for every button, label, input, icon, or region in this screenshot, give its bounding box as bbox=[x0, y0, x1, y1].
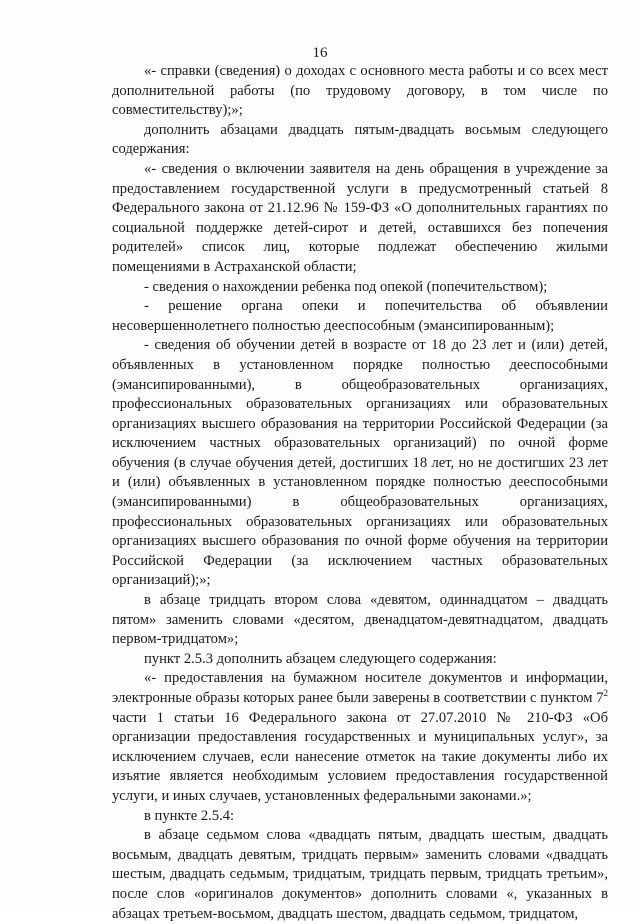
paragraph-guardianship-info: - сведения о нахождении ребенка под опекой (попечительством); bbox=[144, 278, 548, 295]
paragraph-clause-2-5-4: в пункте 2.5.4: bbox=[144, 807, 235, 824]
paragraph-seventh-amendment: в абзаце седьмом слова «двадцать пятым, двадцать шестым, двадцать восьмым, двадцать девятым, тридцать первым» заменить словами «двадцать шестым, двадцать седьмым, тридцатым, тридцать первым, тридцать третьим», после слов «оригиналов документов» дополнить словами «, указанных в абзацах третьем-восьмом, двадцать шестом, двадцать седьмом, тридцатом, bbox=[112, 827, 608, 922]
paragraph-add-paragraphs: дополнить абзацами двадцать пятым-двадцать восьмым следующего содержания: bbox=[112, 121, 608, 158]
paper-documents-superscript: 2 bbox=[603, 688, 608, 699]
page-number: 16 bbox=[312, 45, 328, 61]
paragraph-inclusion-info: «- сведения о включении заявителя на день обращения в учреждение за предоставлением государственной услуги в предусмотренный статьей 8 Федерального закона от 21.12.96 № 159-ФЗ «О дополнительных гарантиях по социальной поддержке детей-сирот и детей, оставшихся без попечения родителей» список лиц, которые подлежат обеспечению жилыми помещениями в Астраханской области; bbox=[112, 160, 608, 275]
paragraph-clause-2-5-3: пункт 2.5.3 дополнить абзацем следующего содержания: bbox=[144, 650, 497, 667]
paragraph-paper-documents bbox=[112, 669, 608, 806]
document-body bbox=[112, 62, 608, 924]
paragraph-emancipation-decision: - решение органа опеки и попечительства об объявлении несовершеннолетнего полностью дееспособным (эмансипированным); bbox=[112, 298, 608, 334]
paragraph-income-certificates: «- справки (сведения) о доходах с основного места работы и со всех мест дополнительной работы (по трудовому договору, в том числе по совместительству);»; bbox=[112, 63, 608, 119]
paragraph-education-info: - сведения об обучении детей в возрасте от 18 до 23 лет и (или) детей, объявленных в установленном порядке полностью дееспособными (эмансипированными), в общеобразовательных организациях, профессиональных образовательных организациях или образовательных организациях высшего образования на территории Российской Федерации (за исключением частных образовательных организаций) по очной форме обучения (в случае обучения детей, достигших 18 лет, но не достигших 23 лет и (или) объявленных в установленном порядке полностью дееспособными (эмансипированными) в общеобразовательных организациях, профессиональных образовательных организациях или образовательных организациях высшего образования по очной форме обучения на территории Российской Федерации (за исключением частных образовательных организаций);»; bbox=[112, 337, 608, 589]
paragraph-thirty-second-amendment: в абзаце тридцать втором слова «девятом, одиннадцатом – двадцать пятом» заменить словами «десятом, двенадцатом-девятнадцатом, двадцать первом-тридцатом»; bbox=[112, 592, 608, 648]
paper-documents-text-start: «- предоставления на бумажном носителе документов и информации, электронные образы которых ранее были заверены в соответствии с пунктом 7 bbox=[112, 670, 608, 706]
paper-documents-text-end: части 1 статьи 16 Федерального закона от 27.07.2010 № 210-ФЗ «Об организации предоставления государственных и муниципальных услуг», за исключением случаев, если нанесение отметок на такие документы либо их изъятие является необходимым условием предоставления государственной услуги, и иных случаев, установленных федеральными законами.»; bbox=[112, 709, 608, 804]
